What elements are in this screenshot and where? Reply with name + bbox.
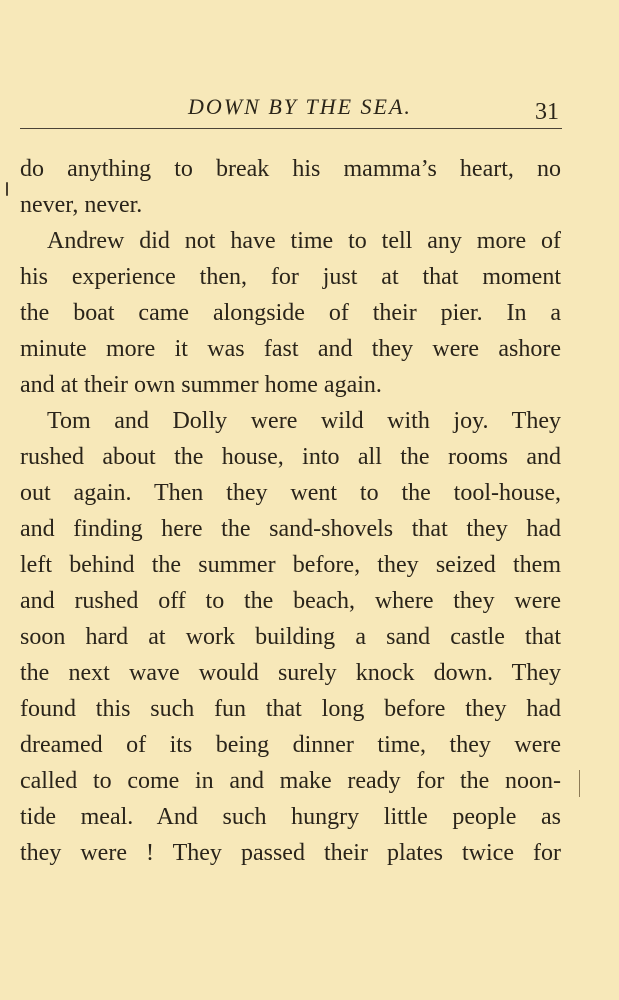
text-line: dreamed of its being dinner time, they were	[20, 732, 561, 758]
page-body	[20, 151, 561, 871]
page-number: 31	[535, 99, 559, 125]
running-title: DOWN BY THE SEA.	[188, 94, 412, 119]
text-line: soon hard at work building a sand castle that	[20, 624, 561, 650]
text-line: rushed about the house, into all the rooms and	[20, 444, 561, 470]
text-line: Tom and Dolly were wild with joy. They	[47, 408, 561, 434]
header-rule	[20, 128, 562, 129]
text-line: the next wave would surely knock down. They	[20, 660, 561, 686]
text-line: and finding here the sand-shovels that they had	[20, 516, 561, 542]
text-line: do anything to break his mamma’s heart, no	[20, 156, 561, 182]
text-line: found this such fun that long before they had	[20, 696, 561, 722]
text-line: and at their own summer home again.	[20, 372, 382, 398]
text-line: his experience then, for just at that moment	[20, 264, 561, 290]
text-line: minute more it was fast and they were ashore	[20, 336, 561, 362]
text-line: they were ! They passed their plates twice for	[20, 840, 561, 866]
text-line: called to come in and make ready for the noon-	[20, 768, 561, 794]
text-line: never, never.	[20, 192, 143, 218]
margin-mark-left	[6, 182, 8, 196]
text-line: Andrew did not have time to tell any more of	[47, 228, 561, 254]
text-line: left behind the summer before, they seized them	[20, 552, 561, 578]
text-line: tide meal. And such hungry little people as	[20, 804, 561, 830]
text-line: out again. Then they went to the tool-house,	[20, 480, 561, 506]
text-line: the boat came alongside of their pier. In a	[20, 300, 561, 326]
margin-mark-right	[579, 770, 580, 797]
text-line: and rushed off to the beach, where they were	[20, 588, 561, 614]
